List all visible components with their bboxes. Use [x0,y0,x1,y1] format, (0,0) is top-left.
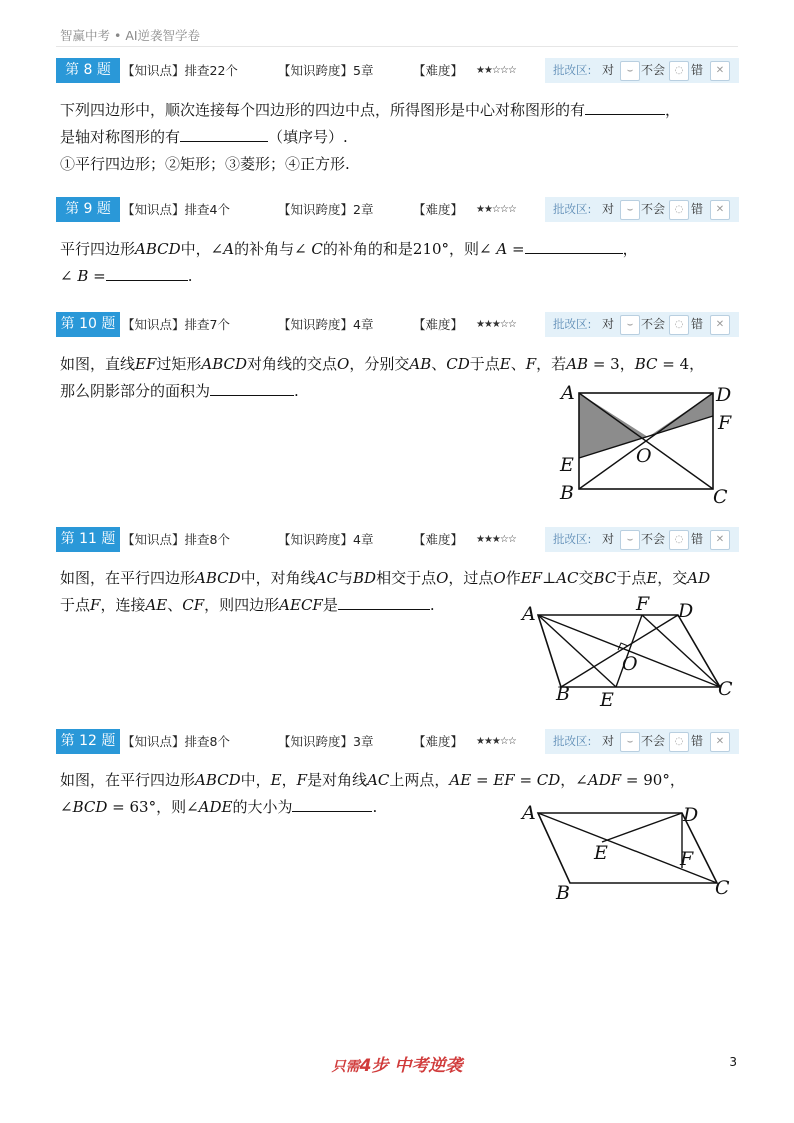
label-c: C [715,877,730,899]
review-area [545,58,739,83]
question-11-bar [56,527,739,552]
label-f: F [680,848,694,870]
logo-big-text: 4步 中考逆袭 [359,1056,463,1076]
answer-blank[interactable] [338,592,430,610]
knowledge-span: 【知识跨度】5章 [278,63,374,78]
wrong-label: 错 [691,63,704,77]
knowledge-span: 【知识跨度】2章 [278,202,374,217]
unknown-checkbox[interactable]: ◌ [669,61,689,81]
wrong-label: 错 [691,734,704,748]
wrong-checkbox[interactable]: ✕ [710,200,730,220]
unknown-checkbox[interactable]: ◌ [669,315,689,335]
question-10-bar [56,312,739,337]
question-8-text: 下列四边形中，顺次连接每个四边形的四边中点，所得图形是中心对称图形的有 ， 是轴对称图形的有 （填序号）. ①平行四边形；②矩形；③菱形；④正方形. [60,97,680,178]
question-11-text: 如图，在平行四边形ABCD中，对角线AC与BD相交于点O，过点O作EF⊥AC交BC于点E，交AD 于点F，连接AE、CF，则四边形AECF是 . [60,569,711,614]
right-checkbox[interactable]: ⌣ [620,732,640,752]
knowledge-points: 【知识点】排查4个 [122,202,230,217]
label-f: F [636,593,650,615]
difficulty-stars: ★★★☆☆ [476,736,516,747]
right-label: 对 [602,532,615,546]
unknown-label: 不会 [641,532,666,546]
unknown-label: 不会 [641,202,666,216]
unknown-checkbox[interactable]: ◌ [669,200,689,220]
wrong-checkbox[interactable]: ✕ [710,530,730,550]
review-label: 批改区: [553,317,592,331]
knowledge-points: 【知识点】排查7个 [122,317,230,332]
question-9-bar [56,197,739,222]
label-o: O [636,445,652,467]
right-checkbox[interactable]: ⌣ [620,61,640,81]
question-12-bar [56,729,739,754]
label-b: B [556,882,570,904]
answer-blank[interactable] [585,97,665,115]
label-c: C [713,486,728,508]
difficulty-label: 【难度】 [413,532,464,547]
wrong-label: 错 [691,532,704,546]
review-label: 批改区: [553,63,592,77]
knowledge-points: 【知识点】排查22个 [122,63,238,78]
label-d: D [716,384,732,406]
label-f: F [718,412,732,434]
question-8-bar [56,58,739,83]
segment-de [602,813,682,842]
review-label: 批改区: [553,734,592,748]
knowledge-span: 【知识跨度】4章 [278,532,374,547]
right-label: 对 [602,63,615,77]
unknown-checkbox[interactable]: ◌ [669,530,689,550]
question-10-figure [555,375,735,510]
question-9-text: 平行四边形ABCD中，∠A的补角与∠ C的补角的和是210°，则∠ A = ， ∠ B = . [60,236,638,290]
difficulty-label: 【难度】 [413,202,464,217]
difficulty-stars: ★★☆☆☆ [476,65,516,76]
knowledge-points: 【知识点】排查8个 [122,532,230,547]
label-e: E [594,842,608,864]
answer-blank[interactable] [106,263,188,281]
right-checkbox[interactable]: ⌣ [620,200,640,220]
review-area [545,527,739,552]
wrong-label: 错 [691,202,704,216]
question-number: 第 12 题 [56,729,120,754]
question-10-text: 如图，直线EF过矩形ABCD对角线的交点O，分别交AB、CD于点E、F，若AB = 3，BC = 4， 那么阴影部分的面积为 . [60,355,705,400]
footer-logo [0,1051,794,1076]
segment-cf [642,615,720,687]
knowledge-span: 【知识跨度】4章 [278,317,374,332]
answer-blank[interactable] [525,236,623,254]
review-label: 批改区: [553,532,592,546]
header-divider [56,46,738,47]
label-a: A [561,382,575,404]
difficulty-stars: ★★☆☆☆ [476,204,516,215]
question-number: 第 10 题 [56,312,120,337]
knowledge-points: 【知识点】排查8个 [122,734,230,749]
right-label: 对 [602,202,615,216]
answer-blank[interactable] [180,124,268,142]
label-o: O [622,653,638,675]
unknown-label: 不会 [641,63,666,77]
page-number: 3 [729,1055,737,1069]
label-b: B [556,683,570,705]
right-checkbox[interactable]: ⌣ [620,530,640,550]
unknown-checkbox[interactable]: ◌ [669,732,689,752]
wrong-label: 错 [691,317,704,331]
review-area [545,197,739,222]
right-label: 对 [602,734,615,748]
wrong-checkbox[interactable]: ✕ [710,732,730,752]
difficulty-label: 【难度】 [413,63,464,78]
logo-small-text: 只需 [331,1059,360,1075]
label-e: E [560,454,574,476]
wrong-checkbox[interactable]: ✕ [710,315,730,335]
label-b: B [560,482,574,504]
question-12-figure [520,797,740,909]
label-e: E [600,689,614,711]
question-12-text: 如图，在平行四边形ABCD中，E，F是对角线AC上两点，AE = EF = CD，∠ADF = 90°， ∠BCD = 63°，则∠ADE的大小为 . [60,771,685,816]
right-label: 对 [602,317,615,331]
label-d: D [683,804,699,826]
answer-blank[interactable] [292,794,372,812]
review-area [545,729,739,754]
difficulty-stars: ★★★☆☆ [476,319,516,330]
answer-blank[interactable] [210,378,294,396]
question-11-figure [520,592,740,712]
difficulty-stars: ★★★☆☆ [476,534,516,545]
right-checkbox[interactable]: ⌣ [620,315,640,335]
label-d: D [678,600,694,622]
label-a: A [522,603,536,625]
knowledge-span: 【知识跨度】3章 [278,734,374,749]
unknown-label: 不会 [641,734,666,748]
review-label: 批改区: [553,202,592,216]
difficulty-label: 【难度】 [413,734,464,749]
unknown-label: 不会 [641,317,666,331]
page-header: 智赢中考 • AI逆袭智学卷 [60,28,201,43]
label-c: C [718,678,733,700]
difficulty-label: 【难度】 [413,317,464,332]
question-number: 第 11 题 [56,527,120,552]
review-area [545,312,739,337]
label-a: A [522,802,536,824]
question-number: 第 8 题 [56,58,120,83]
question-number: 第 9 题 [56,197,120,222]
wrong-checkbox[interactable]: ✕ [710,61,730,81]
